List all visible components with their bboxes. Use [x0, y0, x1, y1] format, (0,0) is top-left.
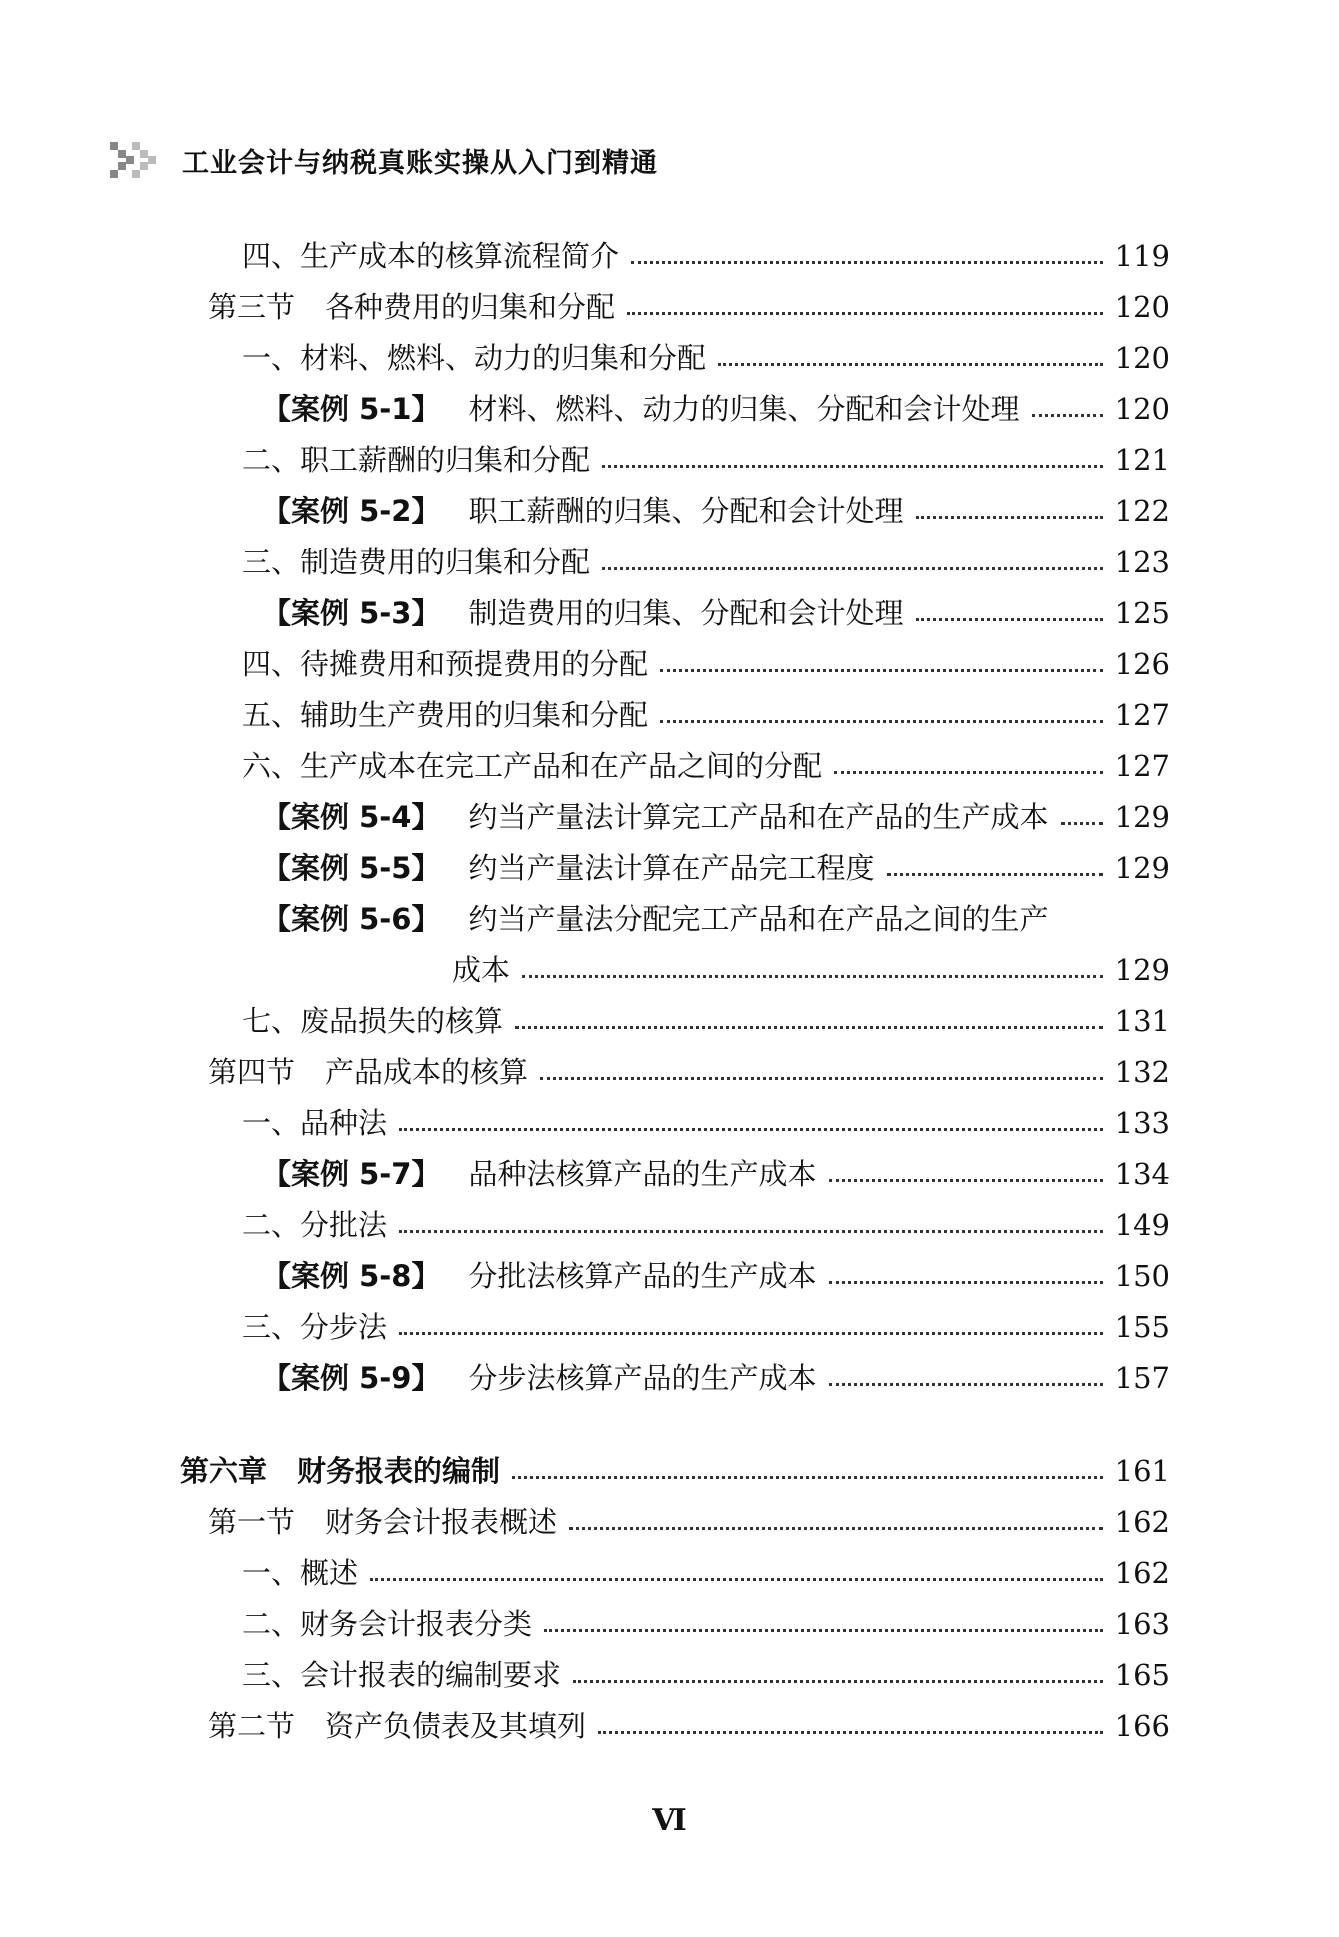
toc-page: 120: [1114, 290, 1170, 324]
toc-case-continuation[interactable]: [452, 950, 1170, 990]
dot-leader: [544, 1629, 1103, 1632]
dot-leader: [834, 771, 1103, 774]
toc-label: 七、废品损失的核算: [242, 1004, 504, 1038]
toc-case[interactable]: [262, 797, 1170, 837]
toc-page: 155: [1114, 1310, 1170, 1344]
toc-label: 职工薪酬的归集、分配和会计处理: [468, 494, 904, 528]
toc-label: 分批法核算产品的生产成本: [468, 1259, 817, 1293]
dot-leader: [1061, 822, 1103, 825]
page-number: Ⅵ: [652, 1803, 687, 1838]
toc-section[interactable]: [208, 1052, 1170, 1092]
toc-page: 149: [1114, 1208, 1170, 1242]
dot-leader: [829, 1179, 1103, 1182]
dot-leader: [916, 516, 1103, 519]
toc-page: 119: [1114, 239, 1170, 273]
toc-label: 五、辅助生产费用的归集和分配: [242, 698, 649, 732]
toc-case[interactable]: [262, 848, 1170, 888]
toc-label: 二、财务会计报表分类: [242, 1607, 533, 1641]
toc-page: 134: [1114, 1157, 1170, 1191]
toc-label: 二、职工薪酬的归集和分配: [242, 443, 591, 477]
dot-leader: [1032, 414, 1103, 417]
toc-item[interactable]: [242, 440, 1170, 480]
toc-page: 122: [1114, 494, 1170, 528]
toc-page: 132: [1114, 1055, 1170, 1089]
dot-leader: [627, 312, 1103, 315]
toc-page: 157: [1114, 1361, 1170, 1395]
toc-label: 三、制造费用的归集和分配: [242, 545, 591, 579]
running-header: [110, 140, 658, 180]
case-number: 【案例 5-7】: [262, 1157, 441, 1191]
section-number: 第一节: [208, 1505, 296, 1539]
toc-label: 二、分批法: [242, 1208, 388, 1242]
toc-page: 165: [1114, 1658, 1170, 1692]
toc-page: 163: [1114, 1607, 1170, 1641]
toc-label: 约当产量法分配完工产品和在产品之间的生产: [468, 902, 1049, 936]
toc-page: 120: [1114, 392, 1170, 426]
chapter-number: 第六章: [180, 1454, 268, 1488]
toc-label: 六、生产成本在完工产品和在产品之间的分配: [242, 749, 823, 783]
toc-case[interactable]: [262, 899, 1170, 939]
dot-leader: [399, 1230, 1103, 1233]
toc-item[interactable]: [242, 1001, 1170, 1041]
toc-page: 129: [1114, 851, 1170, 885]
toc-case[interactable]: [262, 1256, 1170, 1296]
toc-label: 四、生产成本的核算流程简介: [242, 239, 620, 273]
dot-leader: [829, 1281, 1103, 1284]
case-number: 【案例 5-1】: [262, 392, 441, 426]
toc-label: 一、概述: [242, 1556, 359, 1590]
toc-page: 166: [1114, 1709, 1170, 1743]
section-number: 第四节: [208, 1055, 296, 1089]
toc-page: 150: [1114, 1259, 1170, 1293]
case-number: 【案例 5-3】: [262, 596, 441, 630]
dot-leader: [602, 465, 1103, 468]
toc-item[interactable]: [242, 1604, 1170, 1644]
toc-item[interactable]: [242, 338, 1170, 378]
toc-case[interactable]: [262, 491, 1170, 531]
dot-leader: [370, 1578, 1103, 1581]
toc-label: 一、品种法: [242, 1106, 388, 1140]
toc-case[interactable]: [262, 389, 1170, 429]
toc-item[interactable]: [242, 1655, 1170, 1695]
case-number: 【案例 5-6】: [262, 902, 441, 936]
toc-item[interactable]: [242, 1307, 1170, 1347]
case-number: 【案例 5-9】: [262, 1361, 441, 1395]
toc-section[interactable]: [208, 1706, 1170, 1746]
toc-label: 分步法核算产品的生产成本: [468, 1361, 817, 1395]
toc-label: 品种法核算产品的生产成本: [468, 1157, 817, 1191]
case-number: 【案例 5-4】: [262, 800, 441, 834]
dot-leader: [515, 1026, 1103, 1029]
dot-leader: [540, 1077, 1103, 1080]
toc-label: 三、会计报表的编制要求: [242, 1658, 562, 1692]
toc-item[interactable]: [242, 746, 1170, 786]
toc-page: 127: [1114, 698, 1170, 732]
toc-page: 127: [1114, 749, 1170, 783]
dot-leader: [399, 1128, 1103, 1131]
toc-case[interactable]: [262, 593, 1170, 633]
dot-leader: [598, 1731, 1103, 1734]
toc-section[interactable]: [208, 1502, 1170, 1542]
double-chevron-icon: [110, 140, 168, 180]
case-number: 【案例 5-8】: [262, 1259, 441, 1293]
toc-label: 成本: [452, 953, 511, 987]
toc-case[interactable]: [262, 1154, 1170, 1194]
toc-case[interactable]: [262, 1358, 1170, 1398]
toc-page: 129: [1114, 800, 1170, 834]
toc-page: 120: [1114, 341, 1170, 375]
dot-leader: [718, 363, 1103, 366]
toc-page: 129: [1114, 953, 1170, 987]
toc-label: 材料、燃料、动力的归集、分配和会计处理: [468, 392, 1020, 426]
toc-label: 制造费用的归集、分配和会计处理: [468, 596, 904, 630]
toc-label: 产品成本的核算: [325, 1055, 529, 1089]
dot-leader: [631, 261, 1103, 264]
dot-leader: [573, 1680, 1103, 1683]
dot-leader: [829, 1383, 1103, 1386]
toc-label: 约当产量法计算完工产品和在产品的生产成本: [468, 800, 1049, 834]
dot-leader: [512, 1476, 1103, 1479]
dot-leader: [660, 669, 1103, 672]
toc-page: 161: [1114, 1454, 1170, 1488]
case-number: 【案例 5-2】: [262, 494, 441, 528]
dot-leader: [522, 975, 1103, 978]
toc-item[interactable]: [242, 1103, 1170, 1143]
toc-chapter[interactable]: [180, 1451, 1170, 1491]
dot-leader: [660, 720, 1103, 723]
toc-item[interactable]: [242, 1205, 1170, 1245]
toc-page: 133: [1114, 1106, 1170, 1140]
toc-item[interactable]: [242, 1553, 1170, 1593]
toc-page: 121: [1114, 443, 1170, 477]
toc-item[interactable]: [242, 695, 1170, 735]
toc-label: 财务报表的编制: [297, 1454, 501, 1488]
toc-item[interactable]: [242, 236, 1170, 276]
toc-label: 一、材料、燃料、动力的归集和分配: [242, 341, 707, 375]
dot-leader: [887, 873, 1103, 876]
toc-page: 125: [1114, 596, 1170, 630]
dot-leader: [602, 567, 1103, 570]
dot-leader: [399, 1332, 1103, 1335]
dot-leader: [569, 1527, 1103, 1530]
toc-label: 四、待摊费用和预提费用的分配: [242, 647, 649, 681]
section-number: 第二节: [208, 1709, 296, 1743]
toc-label: 各种费用的归集和分配: [325, 290, 616, 324]
toc-page: 126: [1114, 647, 1170, 681]
book-title: 工业会计与纳税真账实操从入门到精通: [182, 147, 658, 179]
dot-leader: [916, 618, 1103, 621]
toc-page: 162: [1114, 1556, 1170, 1590]
toc-label: 三、分步法: [242, 1310, 388, 1344]
toc-label: 财务会计报表概述: [325, 1505, 558, 1539]
toc-item[interactable]: [242, 542, 1170, 582]
toc-page: 123: [1114, 545, 1170, 579]
toc-page: 162: [1114, 1505, 1170, 1539]
toc-page: 131: [1114, 1004, 1170, 1038]
section-number: 第三节: [208, 290, 296, 324]
toc-label: 资产负债表及其填列: [325, 1709, 587, 1743]
toc-label: 约当产量法计算在产品完工程度: [468, 851, 875, 885]
case-number: 【案例 5-5】: [262, 851, 441, 885]
toc-item[interactable]: [242, 644, 1170, 684]
toc-section[interactable]: [208, 287, 1170, 327]
